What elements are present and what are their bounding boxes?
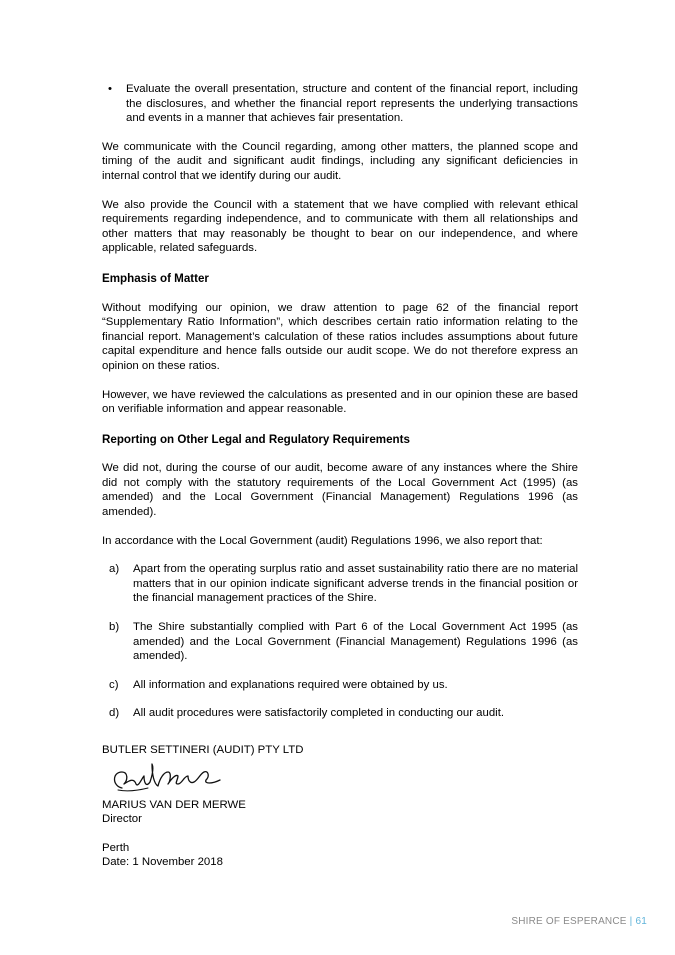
bullet-item [108, 82, 578, 126]
list-text: All information and explanations required were obtained by us. [133, 678, 448, 691]
heading-reporting: Reporting on Other Legal and Regulatory Requirements [102, 432, 410, 446]
signatory-name: MARIUS VAN DER MERWE [102, 798, 246, 811]
list-item-a [102, 562, 578, 606]
paragraph-communication: We communicate with the Council regarding, among other matters, the planned scope and timing of the audit and significant audit findings, including any significant deficiencies in internal control that we identify during our audit. [102, 140, 578, 182]
list-item-b [102, 620, 578, 664]
list-item-c [102, 678, 578, 693]
signoff-city: Perth [102, 841, 130, 854]
list-label: d) [109, 707, 120, 720]
list-label: c) [109, 678, 119, 691]
paragraph-reporting-1: We did not, during the course of our audit, become aware of any instances where the Shire did not comply with the statutory requirements of the Local Government Act (1995) (as amended) and the Local Government (Financial Management) Regulations 1996 (as amended). [102, 462, 578, 519]
paragraph-independence: We also provide the Council with a statement that we have complied with relevant ethical requirements regarding independence, and to communicate with them all relationships and other matters that may reasonably be thought to bear on our independence, and where applicable, related safeguards. [102, 198, 578, 255]
page-number: 61 [635, 916, 647, 927]
company-name: BUTLER SETTINERI (AUDIT) PTY LTD [102, 744, 304, 756]
document-body [102, 82, 578, 870]
paragraph-emphasis-2: However, we have reviewed the calculations as presented and in our opinion these are based on verifiable information and appear reasonable. [102, 388, 578, 416]
heading-emphasis-of-matter: Emphasis of Matter [102, 271, 209, 285]
paragraph-emphasis-1: Without modifying our opinion, we draw attention to page 62 of the financial report “Supplementary Ratio Information”, which describes certain ratio information relating to the financial report. Management’s calculation of these ratios includes assumptions about future capital expenditure and hence falls outside our audit scope. We do not therefore express an opinion on these ratios. [102, 301, 578, 372]
signatory-title: Director [102, 813, 142, 826]
signoff-date: Date: 1 November 2018 [102, 856, 223, 869]
bullet-text: Evaluate the overall presentation, structure and content of the financial report, including the disclosures, and whether the financial report represents the underlying transactions and events in a manner that achieves fair presentation. [126, 83, 578, 125]
list-text: Apart from the operating surplus ratio and asset sustainability ratio there are no material matters that in our opinion indicate significant adverse trends in the financial position or the financial management practices of the Shire. [133, 563, 578, 605]
bullet-dot-icon: • [108, 83, 112, 95]
footer-org: SHIRE OF ESPERANCE [511, 916, 627, 927]
list-item-d [102, 706, 578, 721]
list-text: The Shire substantially complied with Part 6 of the Local Government Act 1995 (as amended) and the Local Government (Financial Management) Regulations 1996 (as amended). [133, 621, 578, 663]
page-footer [511, 916, 647, 927]
list-text: All audit procedures were satisfactorily completed in conducting our audit. [133, 707, 505, 720]
footer-separator: | [629, 916, 633, 927]
signature-icon [108, 762, 248, 798]
paragraph-reporting-2: In accordance with the Local Government (audit) Regulations 1996, we also report that: [102, 534, 543, 547]
list-label: b) [109, 621, 120, 634]
list-label: a) [109, 563, 120, 576]
